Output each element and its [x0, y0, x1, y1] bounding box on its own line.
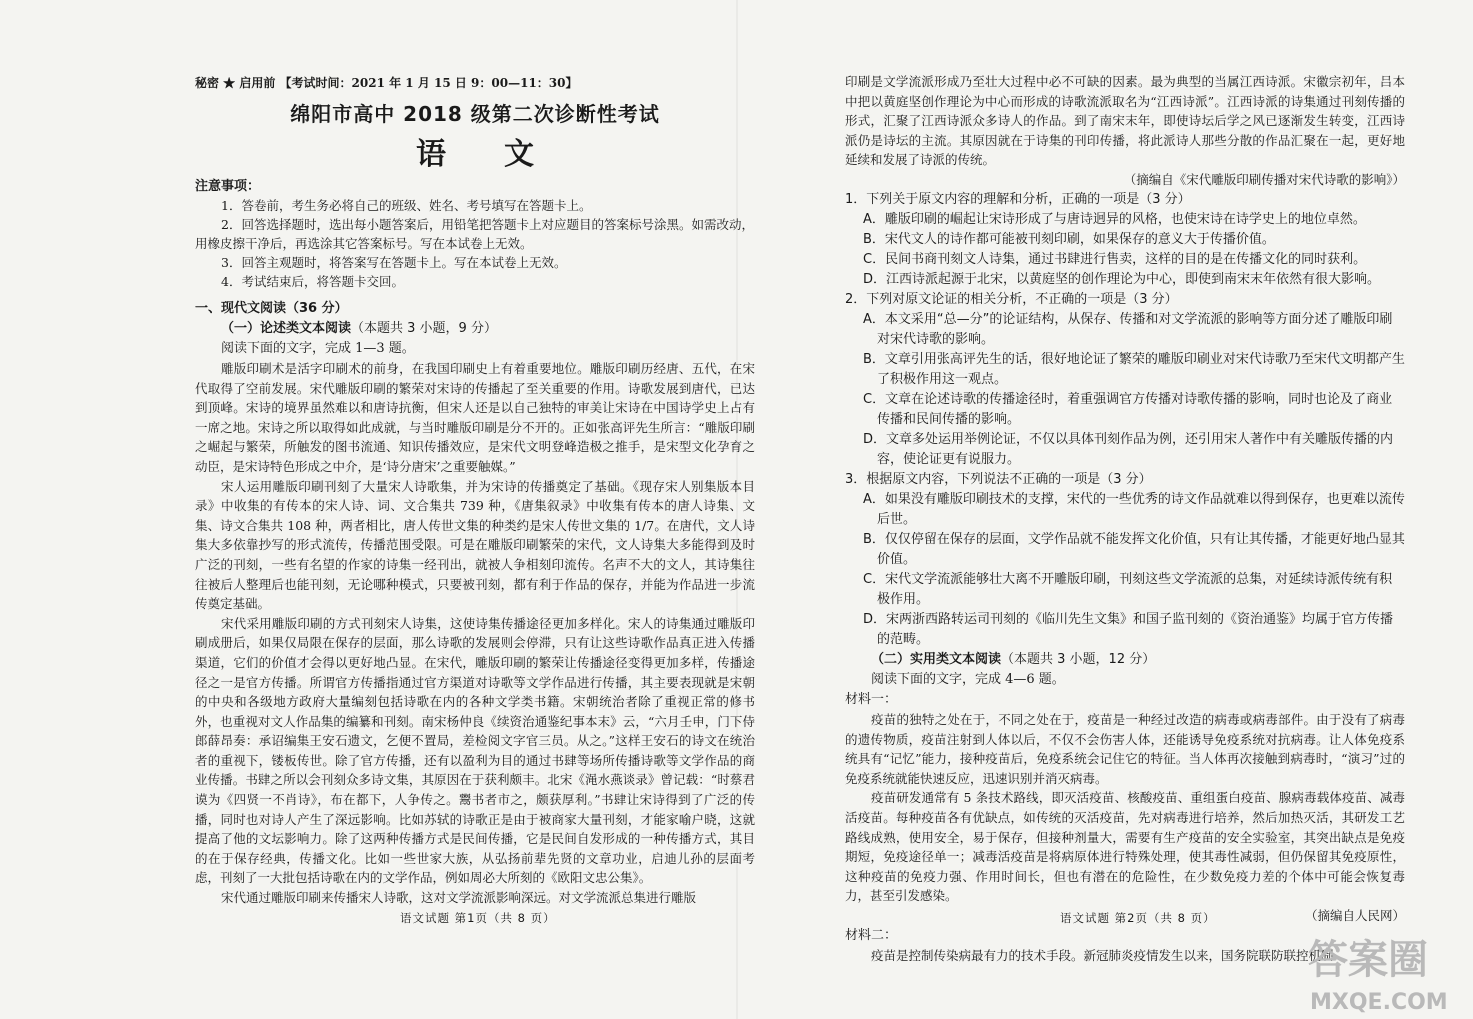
question-stem: 1．下列关于原文内容的理解和分析，正确的一项是（3 分）: [845, 191, 1191, 207]
question-stem: 3．根据原文内容，下列说法不正确的一项是（3 分）: [845, 471, 1152, 487]
question-option: B．文章引用张高评先生的话，很好地论证了繁荣的雕版印刷业对宋代诗歌乃至宋代文明都产生了积极作用这一观点。: [863, 351, 1405, 387]
subsection-title-2: [845, 650, 1405, 670]
question-option: B．仅仅停留在保存的层面，文学作品就不能发挥文化价值，只有让其传播，才能更好地凸显其价值。: [863, 531, 1405, 567]
exam-title: 绵阳市高中 2018 级第二次诊断性考试: [290, 102, 660, 126]
subsection-label: （二）实用类文本阅读: [871, 651, 1002, 667]
question-option: D．江西诗派起源于北宋，以黄庭坚的创作理论为中心，即使到南宋末年依然有很大影响。: [863, 271, 1381, 287]
page-footer-right: 语文试题 第2页（共 8 页）: [1060, 911, 1216, 925]
material-source: （摘编自人民网）: [1304, 907, 1405, 923]
question-1: [845, 190, 1405, 290]
notice-item: 2．回答选择题时，选出每小题答案后，用铅笔把答题卡上对应题目的答案标号涂黑。如需改动，用橡皮擦干净后，再选涂其它答案标号。写在本试卷上无效。: [195, 217, 754, 251]
question-option: A．本文采用“总—分”的论证结构，从保存、传播和对文学流派的影响等方面分述了雕版印刷对宋代诗歌的影响。: [863, 311, 1393, 347]
question-option: C．宋代文学流派能够壮大离不开雕版印刷，刊刻这些文学流派的总集，对延续诗派传统有积极作用。: [863, 571, 1393, 607]
notice-heading: 注意事项：: [195, 179, 261, 194]
passage-source: （摘编自《宋代雕版印刷传播对宋代诗歌的影响》）: [1123, 171, 1405, 187]
question-option: D．文章多处运用举例论证，不仅以具体刊刻作品为例，还引用宋人著作中有关雕版传播的内容，使论证更有说服力。: [863, 431, 1394, 467]
page-left: [195, 60, 755, 919]
reading-instruction: 阅读下面的文字，完成 4—6 题。: [871, 671, 1065, 687]
subsection-note: （本题共 3 小题，12 分）: [1001, 651, 1156, 667]
watermark-logo-text: 答案圈: [1308, 937, 1428, 983]
question-option: D．宋两浙西路转运司刊刻的《临川先生文集》和国子监刊刻的《资治通鉴》均属于官方传播的范畴。: [863, 611, 1394, 647]
watermark-url-text: MXQE.COM: [1310, 990, 1448, 1015]
section-title: 一、现代文阅读（36 分）: [195, 301, 348, 316]
question-option: C．文章在论述诗歌的传播途径时，着重强调官方传播对诗歌传播的影响，同时也论及了商业传播和民间传播的影响。: [863, 391, 1393, 427]
material-paragraph: 疫苗是控制传染病最有力的技术手段。新冠肺炎疫情发生以来，国务院联防联控机制: [871, 947, 1334, 963]
material-paragraph: 疫苗的独特之处在于，不同之处在于，疫苗是一种经过改造的病毒或病毒部件。由于没有了病毒的遗传物质，疫苗注射到人体以后，不仅不会伤害人体，还能诱导免疫系统对抗病毒。让人体免疫系统具有“记忆”能力，接种疫苗后，免疫系统会记住它的特征。当人体再次接触到病毒时，“演习”过的免疫系统就能快速反应，迅速识别并消灭病毒。: [845, 711, 1405, 786]
passage-paragraph: 宋代通过雕版印刷来传播宋人诗歌，这对文学流派影响深远。对文学流派总集进行雕版: [221, 890, 697, 906]
question-3: [845, 470, 1405, 650]
exam-header-line: 秘密 ★ 启用前 【考试时间：2021 年 1 月 15 日 9：00—11：30】: [195, 76, 578, 90]
site-watermark-logo: [1300, 925, 1465, 1015]
subsection-title: [195, 319, 755, 339]
passage-paragraph: 宋人运用雕版印刷刊刻了大量宋人诗歌集，并为宋诗的传播奠定了基础。《现存宋人别集版本目录》中收集的有传本的宋人诗、词、文合集共 739 种，《唐集叙录》中收集有传本的唐人诗集、文集、诗文合集共 108 种，两者相比，唐人传世文集的种类约是宋人传世文集的 1/7。在唐代，文人诗集大多依靠抄写的形式流传，传播范围受限。可是在雕版印刷繁荣的宋代，文人诗集大多能得到及时广泛的刊刻，一些有名望的作家的诗集一经刊出，就被人争相刻印流传。名声不大的文人，其诗集往往被后人整理后也能刊刻，无论哪种模式，只要被刊刻，都有利于作品的保存，并能为作品进一步流传奠定基础。: [195, 478, 755, 612]
subsection-note: （本题共 3 小题，9 分）: [351, 321, 497, 336]
material-label: 材料二：: [845, 927, 898, 943]
material-paragraph: 疫苗研发通常有 5 条技术路线，即灭活疫苗、核酸疫苗、重组蛋白疫苗、腺病毒载体疫苗、减毒活疫苗。每种疫苗各有优缺点，如传统的灭活疫苗，先对病毒进行培养，然后加热灭活，其研发工艺路线成熟，使用安全，易于保存，但接种剂量大，需要有生产疫苗的安全实验室，其突出缺点是免疫期短，免疫途径单一；减毒活疫苗是将病原体进行特殊处理，使其毒性减弱，但仍保留其免疫原性，这种疫苗的免疫力强、作用时间长，但也有潜在的危险性，在少数免疫力差的个体中可能会恢复毒力，甚至引发感染。: [845, 790, 1405, 904]
question-option: A．如果没有雕版印刷技术的支撑，宋代的一些优秀的诗文作品就难以得到保存，也更难以流传后世。: [863, 491, 1405, 527]
material-label: 材料一：: [845, 691, 898, 707]
question-option: C．民间书商刊刻文人诗集，通过书肆进行售卖，这样的目的是在传播文化的同时获利。: [863, 251, 1367, 267]
subsection-label: （一）论述类文本阅读: [221, 321, 352, 336]
passage-paragraph: 雕版印刷术是活字印刷术的前身，在我国印刷史上有着重要地位。雕版印刷历经唐、五代，在宋代取得了空前发展。宋代雕版印刷的繁荣对宋诗的传播起了至关重要的作用。诗歌发展到唐代，已达到顶峰。宋诗的境界虽然难以和唐诗抗衡，但宋人还是以自己独特的审美让宋诗在中国诗学史上占有一席之地。宋诗之所以取得如此成就，与当时雕版印刷是分不开的。正如张高评先生所言：“雕版印刷之崛起与繁荣，所触发的图书流通、知识传播效应，是宋代文明登峰造极之推手，是宋型文化孕育之动臣，是宋诗特色形成之中介，是‘诗分唐宋’之重要触媒。”: [195, 361, 755, 474]
notice-item: 4．考试结束后，将答题卡交回。: [221, 274, 404, 289]
question-2: [845, 290, 1405, 470]
notice-item: 1．答卷前，考生务必将自己的班级、姓名、考号填写在答题卡上。: [221, 198, 592, 213]
notice-item: 3．回答主观题时，将答案写在答题卡上。写在本试卷上无效。: [221, 255, 567, 270]
question-option: A．雕版印刷的崛起让宋诗形成了与唐诗迥异的风格，也使宋诗在诗学史上的地位卓然。: [863, 211, 1366, 227]
reading-instruction: 阅读下面的文字，完成 1—3 题。: [221, 341, 415, 356]
passage-paragraph: 印刷是文学流派形成乃至壮大过程中必不可缺的因素。最为典型的当属江西诗派。宋徽宗初年，吕本中把以黄庭坚创作理论为中心而形成的诗歌流派取名为“江西诗派”。江西诗派的诗集通过刊刻传播的形式，汇聚了江西诗派众多诗人的作品。到了南宋末年，即使诗坛后学之风已逐渐发生转变，江西诗派仍是诗坛的主流。其原因就在于诗集的刊印传播，将此派诗人那些分散的作品汇聚在一起，更好地延续和发展了诗派的传统。: [845, 74, 1405, 168]
passage-paragraph: 宋代采用雕版印刷的方式刊刻宋人诗集，这使诗集传播途径更加多样化。宋人的诗集通过雕版印刷成册后，如果仅局限在保存的层面，那么诗歌的发展则会停滞，只有让这些诗歌作品真正进入传播渠道，它们的价值才会得以更好地凸显。在宋代，雕版印刷的繁荣让传播途径变得更加多样，传播途径之一是官方传播。所谓官方传播指通过官方渠道对诗歌等文学作品进行传播，其主要表现就是宋朝的中央和各级地方政府大量编刻包括诗歌在内的各种文学类书籍。宋朝统治者除了重视正常的修书外，也重视对文人作品集的编纂和刊刻。南宋杨仲良《续资治通鉴纪事本末》云，“六月壬申，门下侍郎薛昂奏：承诏编集王安石遗文，乞便不置局，差检阅文字官三员。从之。”这样王安石的诗文在统治者的重视下，镂板传世。除了官方传播，还有以盈利为目的通过书肆等场所传播诗歌等文学作品的商业传播。书肆之所以会刊刻众多诗文集，其原因在于获利颇丰。北宋《渑水燕谈录》曾记载：“时蔡君谟为《四贤一不肖诗》，布在都下，人争传之。鬻书者市之，颇获厚利。”书肆让宋诗得到了广泛的传播，同时也对诗人产生了深远影响。比如苏轼的诗歌正是由于被商家大量刊刻，才能家喻户晓，这就提高了他的文坛影响力。除了这两种传播方式是民间传播，它是民间自发形成的一种传播方式，其目的在于保存经典，传播文化。比如一些世家大族，从弘扬前辈先贤的文章功业，启迪儿孙的层面考虑，刊刻了一大批包括诗歌在内的文学作品，例如周必大所刻的《欧阳文忠公集》。: [195, 615, 755, 886]
question-stem: 2．下列对原文论证的相关分析，不正确的一项是（3 分）: [845, 291, 1178, 307]
page-footer-left: 语文试题 第1页（共 8 页）: [400, 911, 556, 925]
page-right: [845, 60, 1405, 963]
exam-subject: 语文: [416, 137, 592, 172]
question-option: B．宋代文人的诗作都可能被刊刻印刷，如果保存的意义大于传播价值。: [863, 231, 1275, 247]
